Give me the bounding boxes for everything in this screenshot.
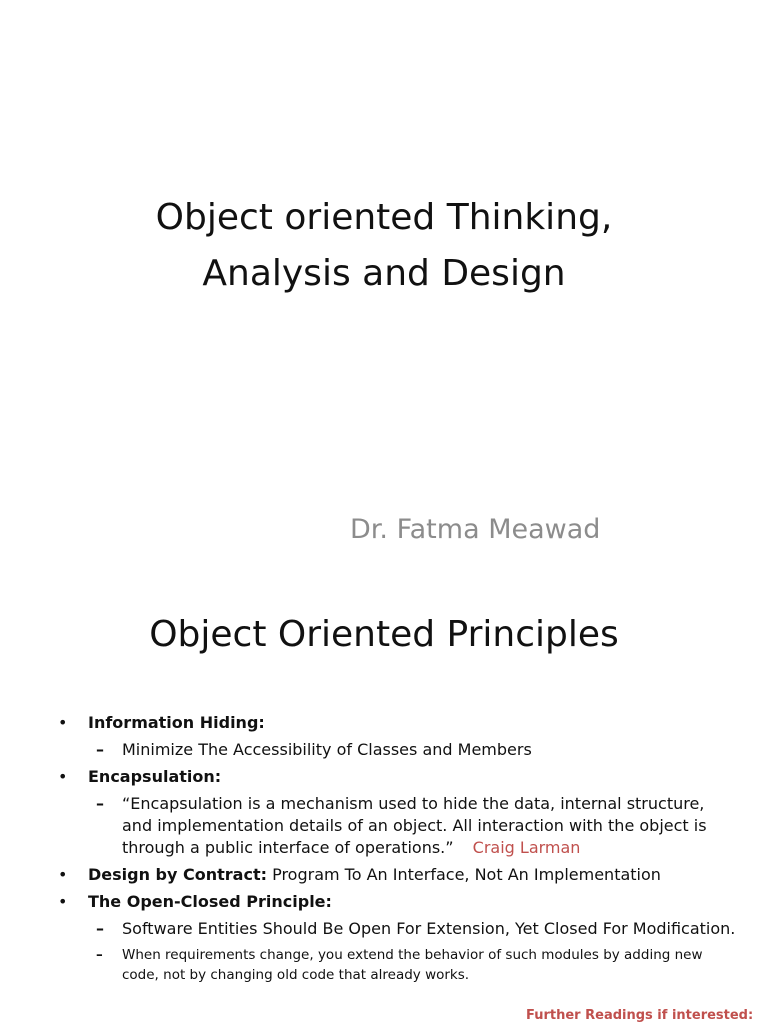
title-line-1: Object oriented Thinking, xyxy=(155,197,613,238)
author-name: Dr. Fatma Meawad xyxy=(350,514,601,545)
list-item-design-by-contract xyxy=(58,864,738,886)
item-label: The Open-Closed Principle: xyxy=(88,892,332,911)
bullet-icon: • xyxy=(58,865,68,884)
list-item-encapsulation xyxy=(58,766,738,788)
sub-item-text: Minimize The Accessibility of Classes and Members xyxy=(122,740,532,759)
list-item-open-closed xyxy=(58,891,738,913)
dash-icon: – xyxy=(96,794,104,813)
further-readings-link[interactable]: Further Readings if interested: xyxy=(526,1008,754,1023)
bullet-icon: • xyxy=(58,892,68,911)
dash-icon: – xyxy=(96,947,103,963)
sub-item-text: When requirements change, you extend the behavior of such modules by adding new code, not by changing old code that already works. xyxy=(122,947,703,983)
item-label: Information Hiding: xyxy=(88,713,265,732)
item-text: Program To An Interface, Not An Implementation xyxy=(267,865,661,884)
quote-text: “Encapsulation is a mechanism used to hide the data, internal structure, and implementation details of an object. All interaction with the object is through a public interface of operations.” xyxy=(122,794,707,857)
list-item-information-hiding xyxy=(58,712,738,734)
title-line-2: Analysis and Design xyxy=(202,253,566,294)
dash-icon: – xyxy=(96,919,104,938)
principles-slide xyxy=(0,576,768,1024)
item-label: Encapsulation: xyxy=(88,767,222,786)
bullet-icon: • xyxy=(58,767,68,786)
sub-item-minimize-accessibility xyxy=(58,739,738,761)
bullet-icon: • xyxy=(58,713,68,732)
sub-item-text: Software Entities Should Be Open For Extension, Yet Closed For Modification. xyxy=(122,919,736,938)
slide-title xyxy=(84,190,684,302)
item-label: Design by Contract: xyxy=(88,865,267,884)
sub-item-extend-behavior xyxy=(58,945,738,985)
principles-title: Object Oriented Principles xyxy=(149,614,619,655)
quote-author: Craig Larman xyxy=(472,838,581,857)
sub-item-encapsulation-quote xyxy=(58,793,738,859)
principles-list xyxy=(58,712,738,990)
dash-icon: – xyxy=(96,740,104,759)
sub-item-open-for-extension xyxy=(58,918,738,940)
